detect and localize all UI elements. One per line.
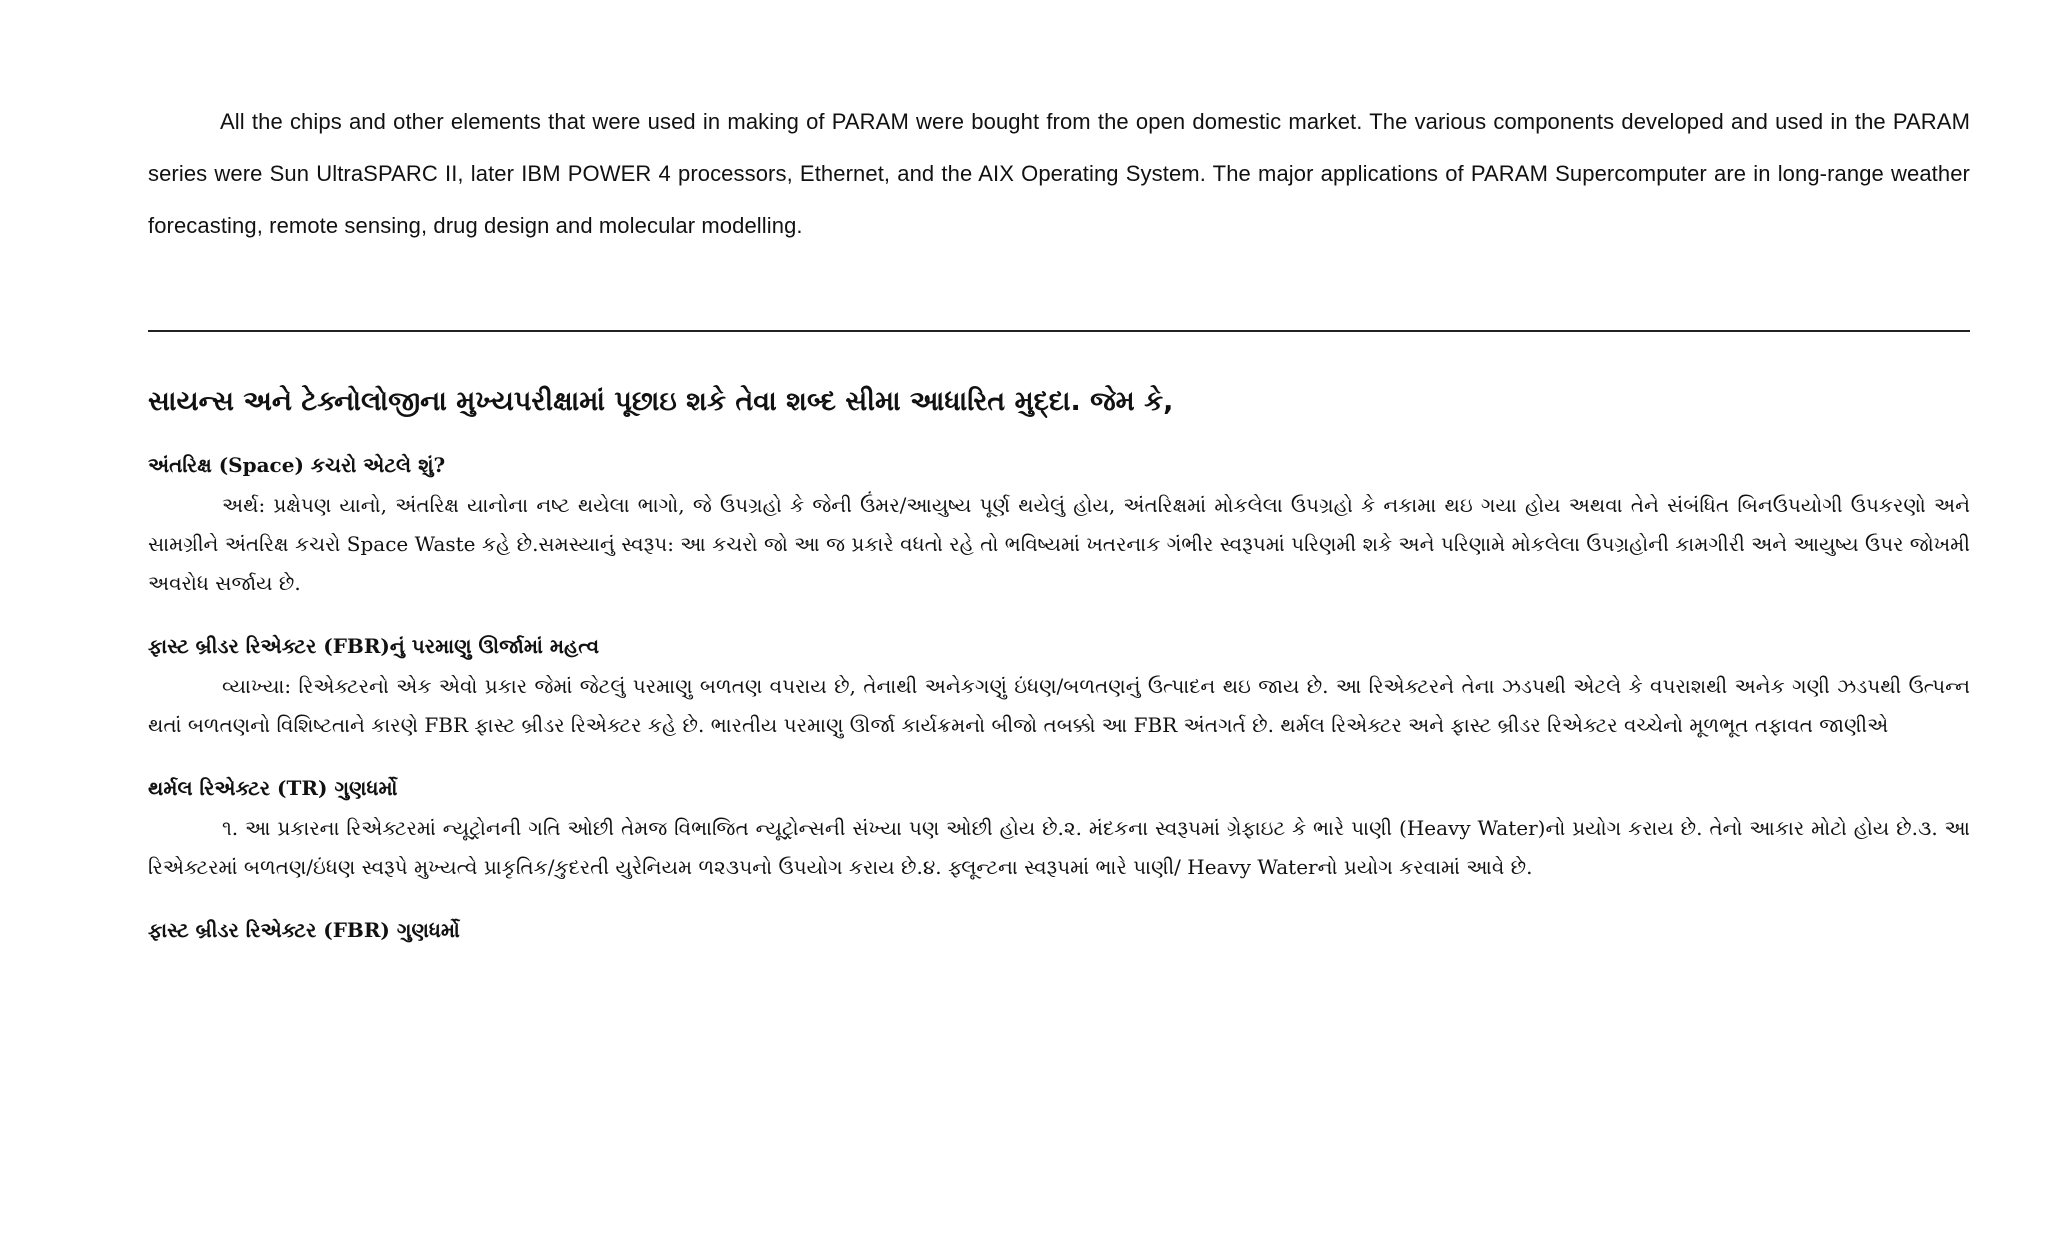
section-fbr-properties	[148, 915, 1970, 945]
document-page	[148, 96, 1970, 945]
section-heading: ફાસ્ટ બ્રીડર રિએક્ટર (FBR) ગુણધર્મો	[148, 918, 460, 942]
section-space-waste	[148, 450, 1970, 603]
section-body: ૧. આ પ્રકારના રિએક્ટરમાં ન્યૂટ્રોનની ગતિ ઓછી તેમજ વિભાજિત ન્યૂટ્રોન્સની સંખ્યા પણ ઓછી હોય છે.૨. મંદકના સ્વરૂપમાં ગ્રેફાઇટ કે ભારે પાણી (Heavy Water)નો પ્રયોગ કરાય છે. તેનો આકાર મોટો હોય છે.૩. આ રિએક્ટરમાં બળતણ/ઇંધણ સ્વરૂપે મુખ્યત્વે પ્રાકૃતિક/કુદરતી યુરેનિયમ ળ૨૩૫નો ઉપયોગ કરાય છે.૪. ફ્લૂન્ટના સ્વરૂપમાં ભારે પાણી/ Heavy Waterનો પ્રયોગ કરવામાં આવે છે.	[148, 816, 1970, 879]
section-heading: અંતરિક્ષ (Space) કચરો એટલે શું?	[148, 453, 446, 477]
section-body: અર્થ: પ્રક્ષેપણ યાનો, અંતરિક્ષ યાનોના નષ્ટ થયેલા ભાગો, જે ઉપગ્રહો કે જેની ઉંમર/આયુષ્ય પૂર્ણ થયેલું હોય, અંતરિક્ષમાં મોકલેલા ઉપગ્રહો કે નકામા થઇ ગયા હોય અથવા તેને સંબંધિત બિનઉપયોગી ઉપકરણો અને સામગ્રીને અંતરિક્ષ કચરો Space Waste કહે છે.સમસ્યાનું સ્વરૂપ: આ કચરો જો આ જ પ્રકારે વધતો રહે તો ભવિષ્યમાં ખતરનાક ગંભીર સ્વરૂપમાં પરિણમી શકે અને પરિણામે મોકલેલા ઉપગ્રહોની કામગીરી અને આયુષ્ય ઉપર જોખમી અવરોધ સર્જાય છે.	[148, 493, 1970, 595]
section-fbr-importance	[148, 631, 1970, 745]
section-heading: થર્મલ રિએક્ટર (TR) ગુણધર્મો	[148, 776, 398, 800]
section-body: વ્યાખ્યા: રિએક્ટરનો એક એવો પ્રકાર જેમાં જેટલું પરમાણુ બળતણ વપરાય છે, તેનાથી અનેકગણું ઇંધણ/બળતણનું ઉત્પાદન થઇ જાય છે. આ રિએક્ટરને તેના ઝડપથી એટલે કે વપરાશથી અનેક ગણી ઝડપથી ઉત્પન્ન થતાં બળતણનો વિશિષ્ટતાને કારણે FBR ફાસ્ટ બ્રીડર રિએક્ટર કહે છે. ભારતીય પરમાણુ ઊર્જા કાર્યક્રમનો બીજો તબક્કો આ FBR અંતગર્ત છે. થર્મલ રિએક્ટર અને ફાસ્ટ બ્રીડર રિએક્ટર વચ્ચેનો મૂળભૂત તફાવત જાણીએ	[148, 674, 1970, 737]
horizontal-divider	[148, 330, 1970, 332]
section-thermal-reactor	[148, 773, 1970, 887]
main-heading: સાયન્સ અને ટેક્નોલોજીના મુખ્યપરીક્ષામાં પૂછાઇ શકે તેવા શબ્દ સીમા આધારિત મુદ્દા. જેમ કે,	[148, 386, 1174, 417]
section-heading: ફાસ્ટ બ્રીડર રિએક્ટર (FBR)નું પરમાણુ ઊર્જામાં મહત્વ	[148, 634, 600, 658]
intro-paragraph: All the chips and other elements that were used in making of PARAM were bought from the open domestic market. The various components developed and used in the PARAM series were Sun UltraSPARC II, later IBM POWER 4 processors, Ethernet, and the AIX Operating System. The major applications of PARAM Supercomputer are in long-range weather forecasting, remote sensing, drug design and molecular modelling.	[148, 109, 1970, 238]
